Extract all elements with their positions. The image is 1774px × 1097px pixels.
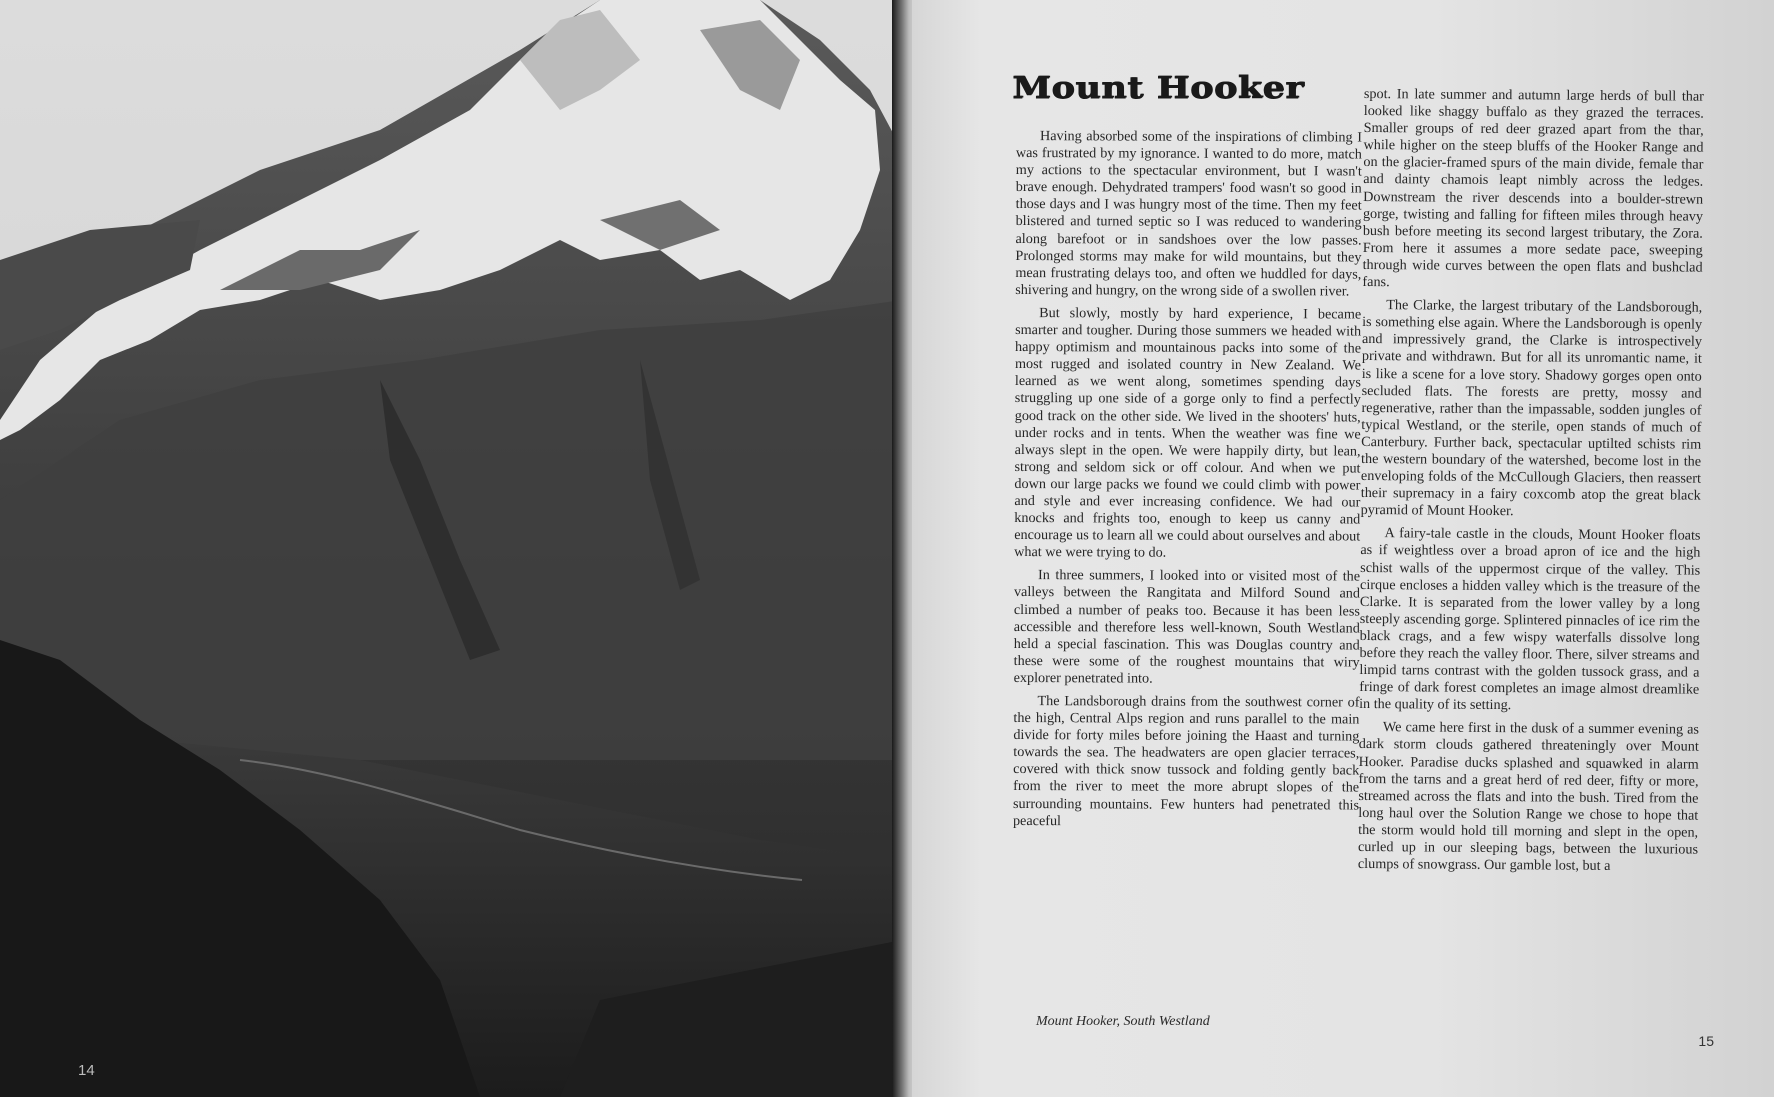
page-number-left: 14 [78,1062,95,1079]
text-column-2 [1358,86,1704,882]
paragraph: Having absorbed some of the inspirations of climbing I was frustrated by my ignorance. I wanted to do more, match my actions to the spectacular environment, but I wasn't brave enough. Dehydrated trampers' food wasn't so good in those days and I was hungry most of the time. Then my feet blistered and turned septic so I was reduced to wandering along barefoot or in sandshoes over the low passes. Prolonged storms may make for wild mountains, but they mean frustrating delays too, and often we huddled for days, shivering and hungry, on the wrong side of a swollen river. [1015,128,1362,300]
paragraph: A fairy-tale castle in the clouds, Mount Hooker floats as if weightless over a broad apron of ice and the high schist walls of the uppermost cirque of the valley. This cirque encloses a hidden valley which is the treasure of the Clarke. It is separated from the lower valley by a long steeply ascending gorge. Splintered pinnacles of ice rim the black crags, and a few wispy waterfalls dissolve long before they reach the valley floor. There, silver streams and limpid tarns contrast with the golden tussock grass, and a fringe of dark forest completes an image almost dreamlike in the quality of its setting. [1359,525,1701,714]
paragraph: We came here first in the dusk of a summer evening as dark storm clouds gathered threateningly over Mount Hooker. Paradise ducks splashed and squawked in alarm from the tarns and a great herd of red deer, fifty or more, streamed across the flats and into the bush. Tired from the long haul over the Solution Range we chose to hope that the storm would hold till morning and slept in the open, curled up in our sleeping bags, between the luxurious clumps of snowgrass. Our gamble lost, but a [1357,719,1700,875]
paragraph: But slowly, mostly by hard experience, I became smarter and tougher. During those summers we headed with happy optimism and mountainous packs into some of the most rugged and isolated country in New Zealand. We learned as we went along, sometimes spending days struggling up one side of a gorge only to find a perfectly good track on the other side. We lived in the shooters' huts, under rocks and in tents. When the weather was fine we always slept in the open. We were happily dirty, but lean, strong and seldom sick or off colour. And when we put down our large packs we found we could climb with power and style and ever increasing confidence. We had our knocks and frights too, enough to keep us canny and encourage us to learn all we could about ourselves and about what we were trying to do. [1014,305,1362,561]
photo-caption: Mount Hooker, South Westland [1036,1014,1210,1029]
page-title: Mount Hooker [1012,70,1305,106]
text-column-1 [1013,128,1362,837]
page-number-right: 15 [1698,1033,1714,1049]
paragraph: The Clarke, the largest tributary of the Landsborough, is something else again. Where the Landsborough is openly and impressively grand, the Clarke is introspectively private and withdrawn. But for all its unromantic name, it is like a scene for a love story. Shadowy gorges open onto secluded flats. The forests are pretty, mossy and regenerative, rather than the impassable, sodden jungles of typical Westland, or the sterile, open stands of much of Canterbury. Further back, spectacular uptilted schists rim the western boundary of the watershed, become lost in the enveloping folds of the McCullough Glaciers, then reassert their supremacy in a fairy coxcomb atop the great black pyramid of Mount Hooker. [1360,297,1703,520]
right-page [912,0,1774,1097]
paragraph: In three summers, I looked into or visited most of the valleys between the Rangitata and Milford Sound and climbed a number of peaks too. Because it has been less accessible and therefore less well-known, South Westland held a special fascination. This was Douglas country and these were some of the roughest mountains that wiry explorer penetrated into. [1013,567,1361,687]
paragraph: The Landsborough drains from the southwest corner of the high, Central Alps region and runs parallel to the main divide for forty miles before joining the Haast and turning towards the sea. The headwaters are open glacier terraces, covered with thick snow tussock and folding gently back from the river to meet the more abrupt slopes of the surrounding mountains. Few hunters had penetrated this peaceful [1012,693,1360,829]
paragraph: spot. In late summer and autumn large herds of bull thar looked like shaggy buffalo as they grazed the terraces. Smaller groups of red deer grazed apart from the thar, while higher on the steep bluffs of the Hooker Range and on the glacier-framed spurs of the main divide, female thar and dainty chamois leapt nimbly across the ledges. Downstream the river descends into a boulder-strewn gorge, twisting and falling for fifteen miles through heavy bush before meeting its second largest tributary, the Zora. From here it assumes a more sedate pace, sweeping through wide curves between the open flats and bushclad fans. [1362,86,1704,291]
